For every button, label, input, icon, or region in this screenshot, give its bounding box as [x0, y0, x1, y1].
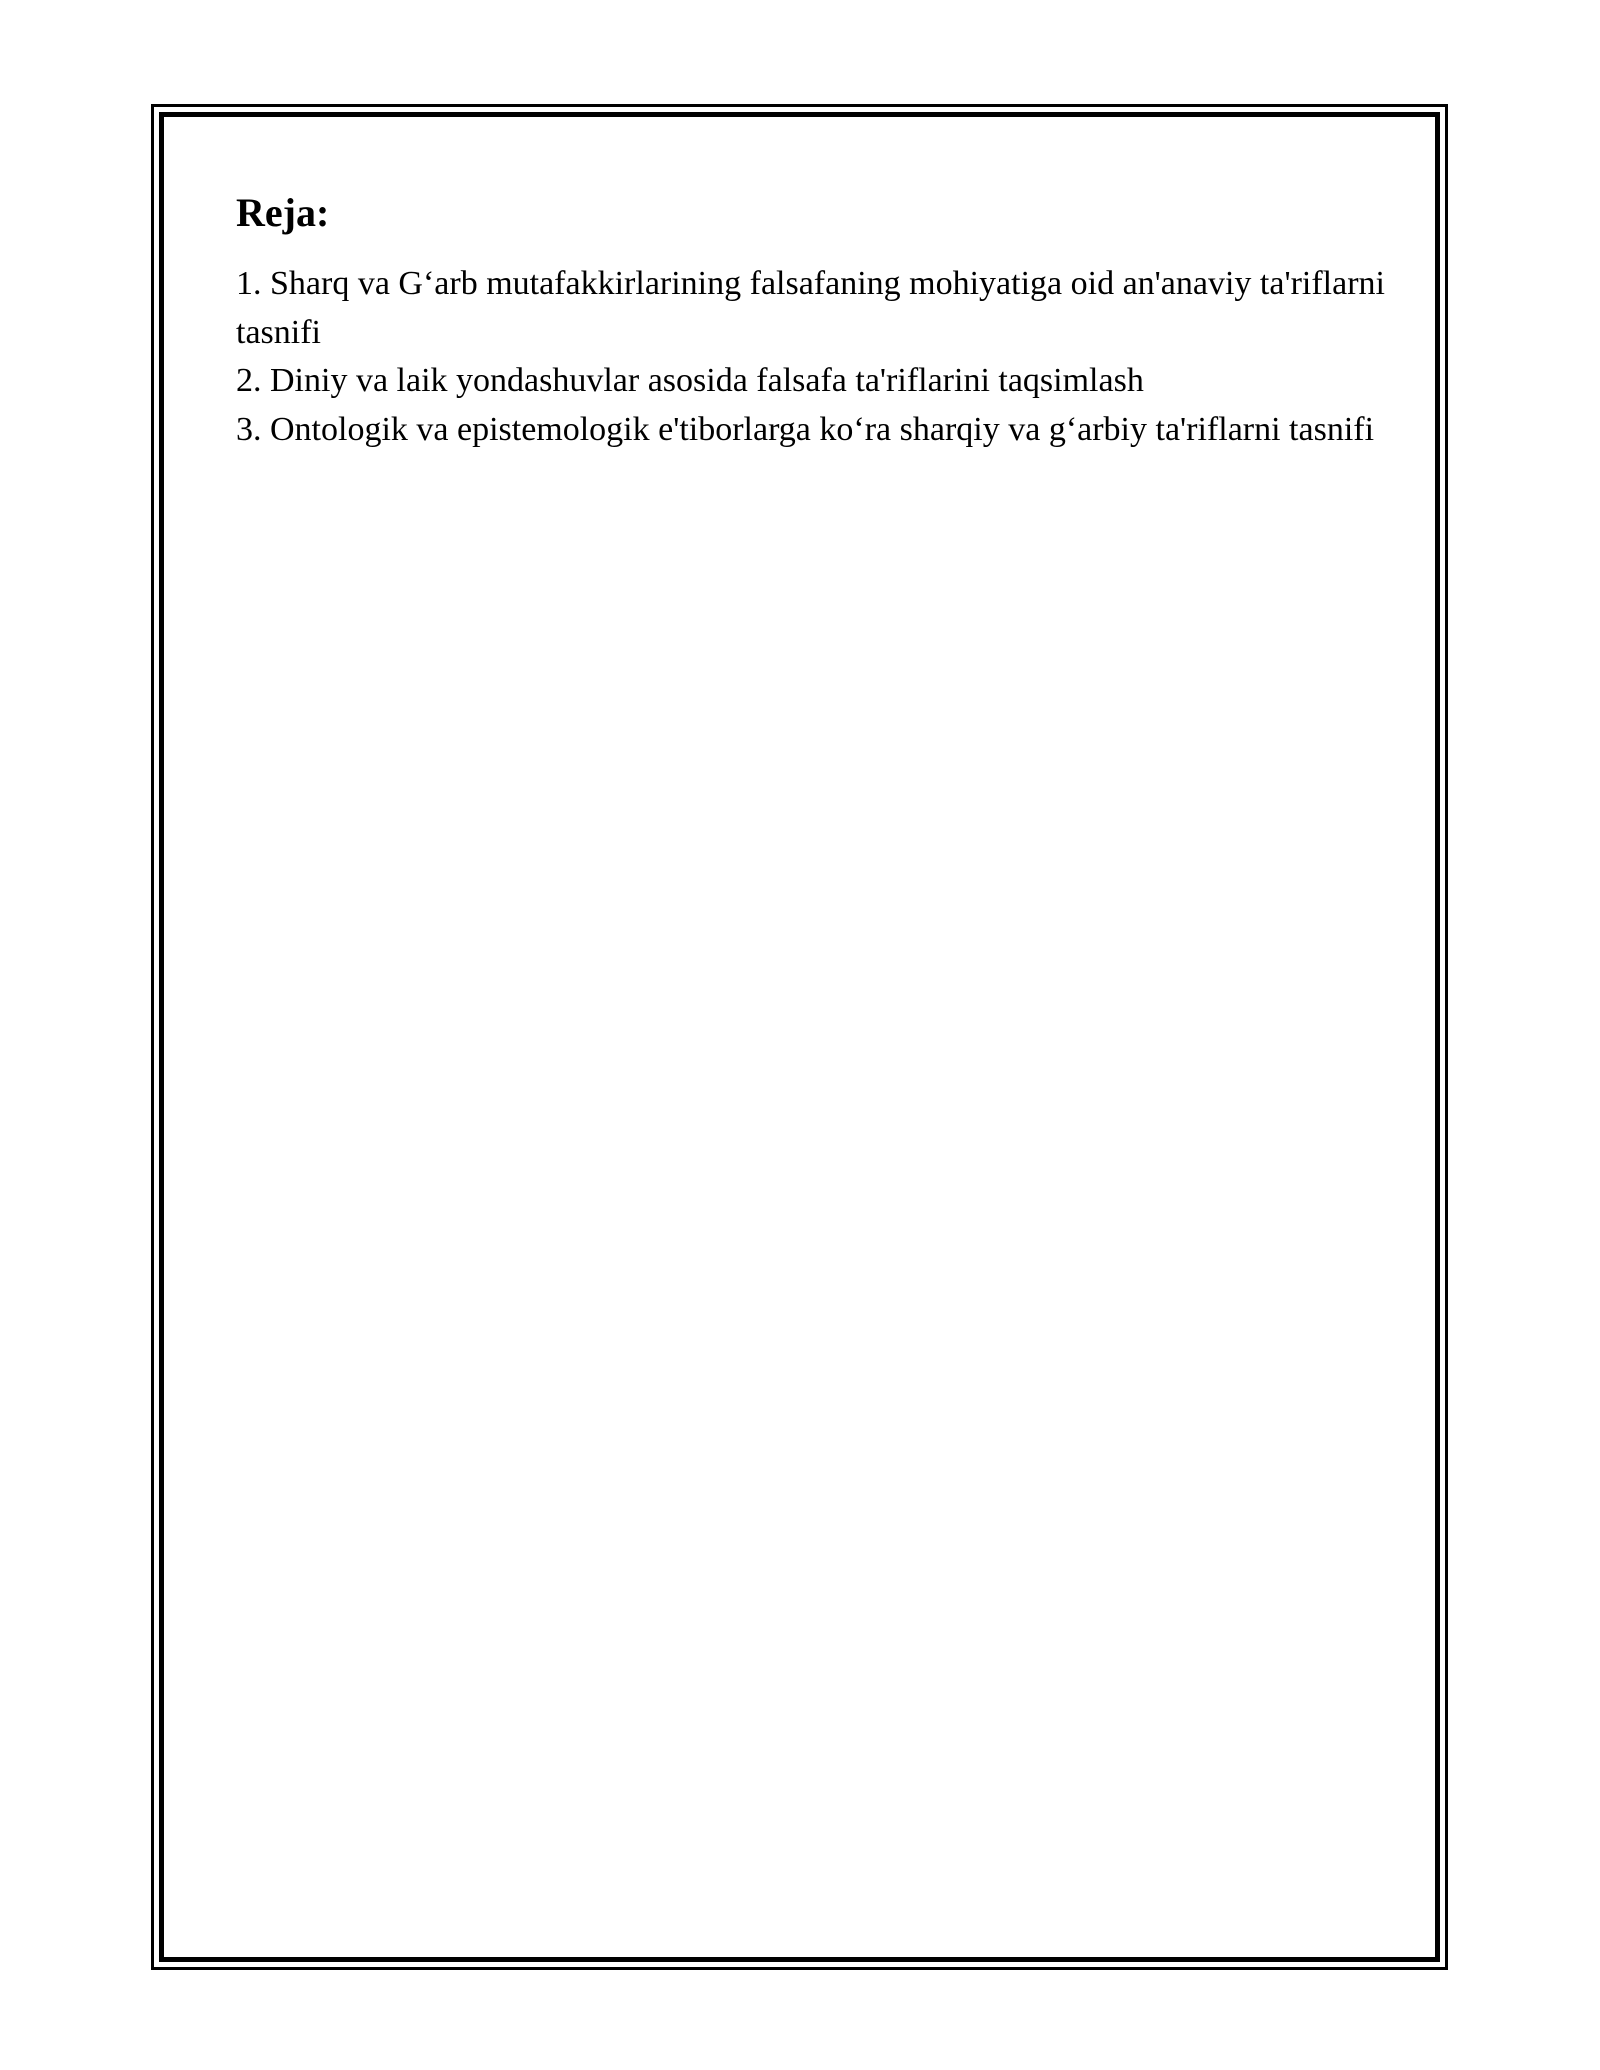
plan-item-3: 3. Ontologik va epistemologik e'tiborlarga ko‘ra sharqiy va g‘arbiy ta'riflarni tasnifi: [236, 410, 1375, 448]
plan-item-1: 1. Sharq va G‘arb mutafakkirlarining falsafaning mohiyatiga oid an'anaviy ta'riflarni tasnifi: [236, 265, 1385, 351]
plan-title: Reja:: [236, 190, 330, 235]
page-content: [236, 188, 1386, 454]
plan-item-2: 2. Diniy va laik yondashuvlar asosida falsafa ta'riflarini taqsimlash: [236, 362, 1144, 399]
plan-list: [236, 260, 1386, 454]
